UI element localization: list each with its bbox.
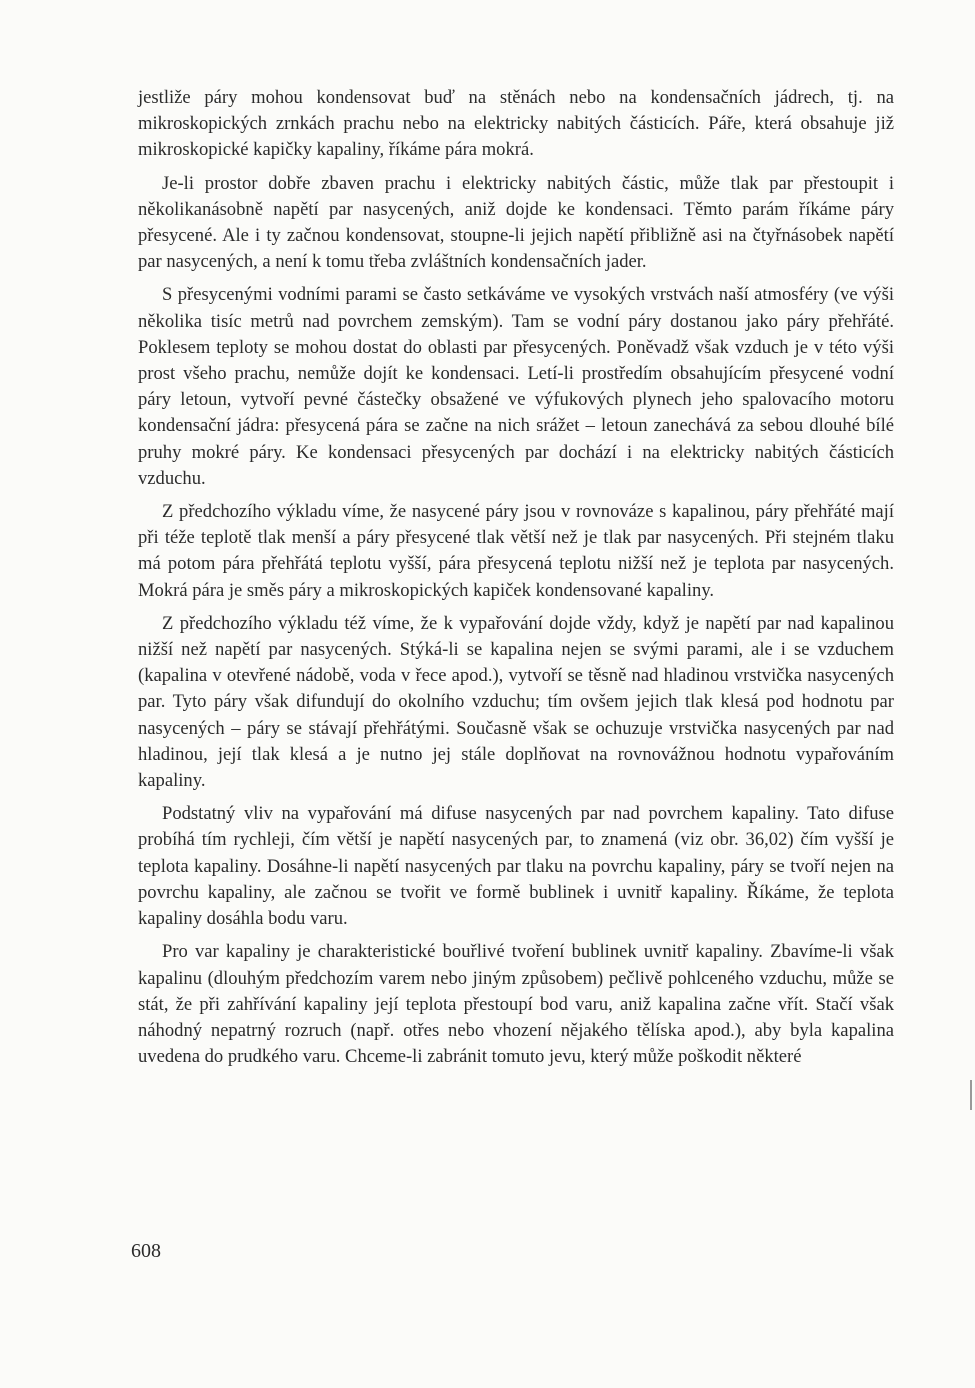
- body-text: [138, 85, 894, 1077]
- paragraph-1: jestliže páry mohou kondensovat buď na stěnách nebo na kondensačních jádrech, tj. na mikroskopických zrnkách prachu nebo na elektricky nabitých částicích. Páře, která obsahuje již mikroskopické kapičky kapaliny, říkáme pára mokrá.: [138, 87, 894, 161]
- margin-mark: [970, 1080, 972, 1110]
- page-number: 608: [131, 1240, 161, 1262]
- paragraph-3: S přesycenými vodními parami se často setkáváme ve vysokých vrstvách naší atmosféry (ve výši několika tisíc metrů nad povrchem zemským). Tam se vodní páry dostanou jako páry přehřáté. Poklesem teploty se mohou dostat do oblasti par přesycených. Poněvadž však vzduch je v této výši prost všeho prachu, nemůže dojít ke kondensaci. Letí-li prostředím obsahujícím přesycené vodní páry letoun, vytvoří pevné částečky obsažené ve výfukových plynech jeho spalovacího motoru kondensační jádra: přesycená pára se začne na nich srážet – letoun zanechává za sebou dlouhé bílé pruhy mokré páry. Ke kondensaci přesycených par dochází i na elektricky nabitých částicích vzduchu.: [138, 284, 894, 489]
- paragraph-7: Pro var kapaliny je charakteristické bouřlivé tvoření bublinek uvnitř kapaliny. Zbavíme-li však kapalinu (dlouhým předchozím varem nebo jiným způsobem) pečlivě pohlceného vzduchu, může se stát, že při zahřívání kapaliny její teplota přestoupí bod varu, aniž kapalina začne vřít. Stačí však náhodný nepatrný rozruch (např. otřes nebo vhození nějakého tělíska apod.), aby byla kapalina uvedena do prudkého varu. Chceme-li zabránit tomuto jevu, který může poškodit některé: [138, 941, 894, 1068]
- paragraph-5: Z předchozího výkladu též víme, že k vypařování dojde vždy, když je napětí par nad kapalinou nižší než napětí par nasycených. Stýká-li se kapalina nejen se svými parami, ale i se vzduchem (kapalina v otevřené nádobě, voda v řece apod.), vytvoří se těsně nad hladinou vrstvička nasycených par. Tyto páry však difundují do okolního vzduchu; tím ovšem jejich tlak klesá pod hodnotu par nasycených – páry se stávají přehřátými. Současně však se ochuzuje vrstvička nasycených par nad hladinou, její tlak klesá a je nutno jej stále doplňovat na rovnovážnou hodnotu vypařováním kapaliny.: [138, 612, 894, 792]
- paragraph-4: Z předchozího výkladu víme, že nasycené páry jsou v rovnováze s kapalinou, páry přehřáté mají při téže teplotě tlak menší a páry přesycené tlak větší než je tlak par nasycených. Při stejném tlaku má potom pára přehřátá teplotu vyšší, pára přesycená teplotu nižší než je teplota par nasycených. Mokrá pára je směs páry a mikroskopických kapiček kondensované kapaliny.: [138, 501, 894, 601]
- paragraph-2: Je-li prostor dobře zbaven prachu i elektricky nabitých částic, může tlak par přestoupit i několikanásobně napětí par nasycených, aniž dojde ke kondensaci. Těmto parám říkáme páry přesycené. Ale i ty začnou kondensovat, stoupne-li jejich napětí přibližně asi na čtyřnásobek napětí par nasycených, a není k tomu třeba zvláštních kondensačních jader.: [138, 172, 894, 273]
- paragraph-6: Podstatný vliv na vypařování má difuse nasycených par nad povrchem kapaliny. Tato difuse probíhá tím rychleji, čím větší je napětí nasycených par, to znamená (viz obr. 36,02) čím vyšší je teplota kapaliny. Dosáhne-li napětí nasycených par tlaku na povrchu kapaliny, páry se tvoří nejen na povrchu kapaliny, ale začnou se tvořit ve formě bublinek i uvnitř kapaliny. Říkáme, že teplota kapaliny dosáhla bodu varu.: [138, 803, 894, 930]
